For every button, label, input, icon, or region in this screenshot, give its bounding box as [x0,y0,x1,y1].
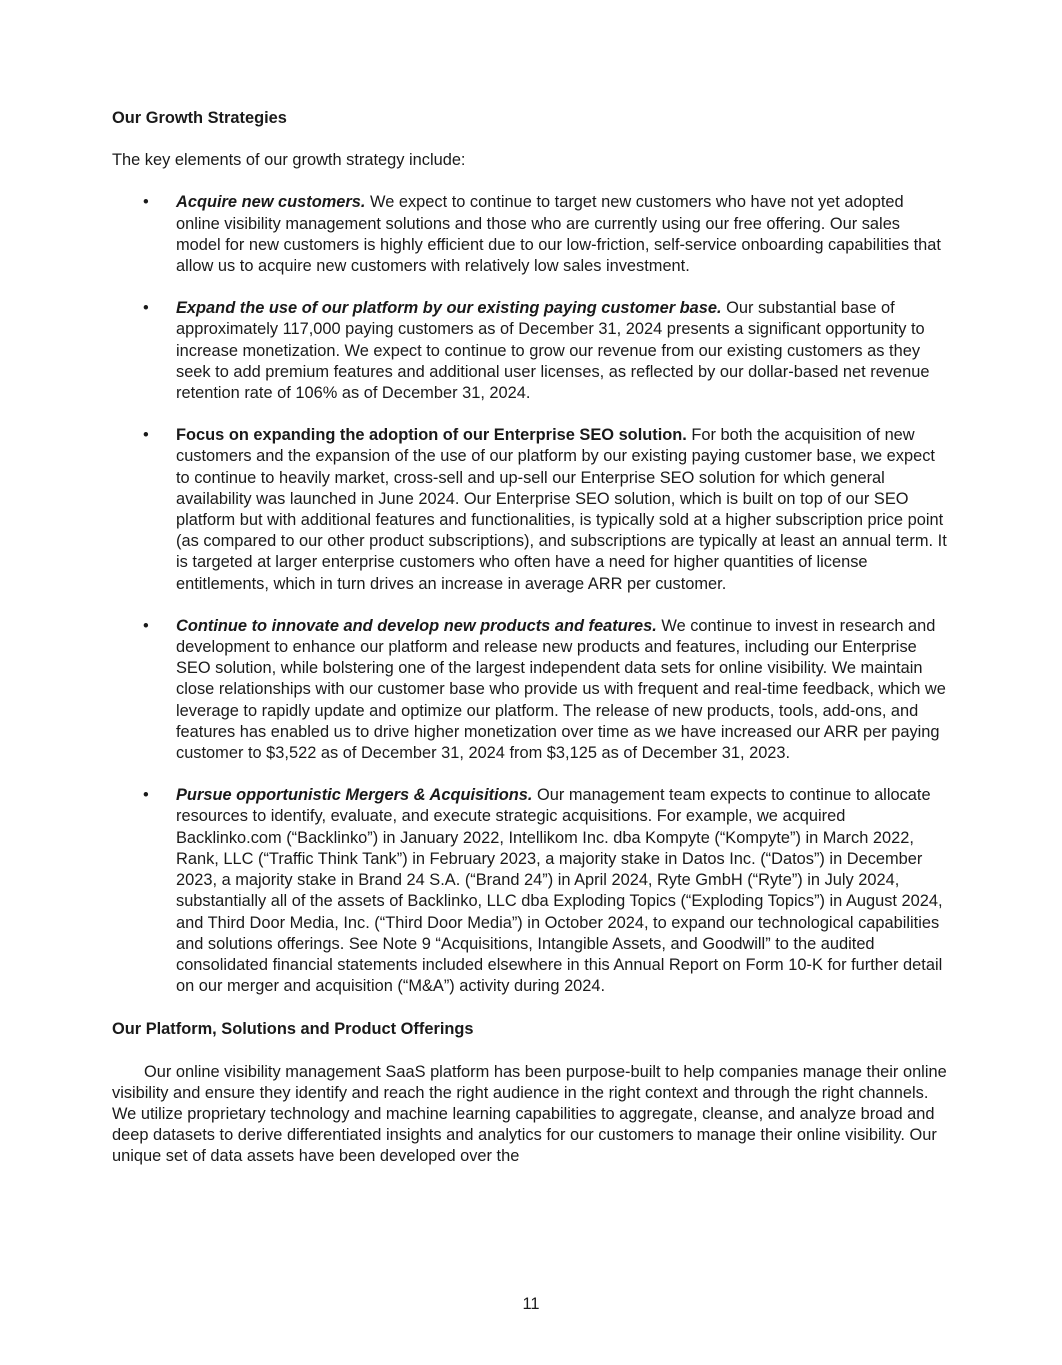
page-number: 11 [522,1295,540,1313]
growth-strategy-list [112,192,948,997]
bullet-body: We expect to continue to target new customers who have not yet adopted online visibility management solutions and those who are currently using our free offering. Our sales model for new customers is highly efficient due to our low-friction, self-service onboarding capabilities that allow us to acquire new customers with relatively low sales investment. [176,193,941,276]
section-heading-platform: Our Platform, Solutions and Product Offerings [112,1020,474,1039]
section-heading-growth-strategies: Our Growth Strategies [112,109,287,127]
list-item [112,425,948,595]
intro-paragraph: The key elements of our growth strategy include: [112,151,466,170]
bullet-lead: Expand the use of our platform by our existing paying customer base. [176,299,722,318]
bullet-body: Our management team expects to continue to allocate resources to identify, evaluate, and execute strategic acquisitions. For example, we acquired Backlinko.com (“Backlinko”) in January 2022, Intellikom Inc. dba Kompyte (“Kompyte”) in March 2022, Rank, LLC (“Traffic Think Tank”) in February 2023, a majority stake in Datos Inc. (“Datos”) in December 2023, a majority stake in Brand 24 S.A. (“Brand 24”) in April 2024, Ryte GmbH (“Ryte”) in July 2024, substantially all of the assets of Backlinko, LLC dba Exploding Topics (“Exploding Topics”) in August 2024, and Third Door Media, Inc. (“Third Door Media”) in October 2024, to expand our technological capabilities and solutions offerings. See Note 9 “Acquisitions, Intangible Assets, and Goodwill” to the audited consolidated financial statements included elsewhere in this Annual Report on Form 10-K for further detail on our merger and acquisition (“M&A”) activity during 2024. [176,786,943,996]
bullet-body: For both the acquisition of new customers and the expansion of the use of our platform by our existing paying customer base, we expect to continue to heavily market, cross-sell and up-sell our Enterprise SEO solution for which general availability was launched in June 2024. Our Enterprise SEO solution, which is built on top of our SEO platform but with additional features and functionalities, is typically sold at a higher subscription price point (as compared to our other product subscriptions), and subscriptions are typically at least an annual term. It is targeted at larger enterprise customers who often have a need for higher quantities of license entitlements, which in turn drives an increase in average ARR per customer. [176,426,947,593]
bullet-body: Our substantial base of approximately 117,000 paying customers as of December 31, 2024 presents a significant opportunity to increase monetization. We expect to continue to grow our revenue from our existing customers as they seek to add premium features and additional user licenses, as reflected by our dollar-based net revenue retention rate of 106% as of December 31, 2024. [176,299,930,403]
bullet-icon: • [143,193,149,212]
platform-paragraph: Our online visibility management SaaS platform has been purpose-built to help companies manage their online visibility and ensure they identify and reach the right audience in the right context and through the right channels. We utilize proprietary technology and machine learning capabilities to aggregate, cleanse, and analyze broad and deep datasets to derive differentiated insights and analytics for our customers to manage their online visibility. Our unique set of data assets have been developed over the [112,1062,947,1166]
bullet-body: We continue to invest in research and development to enhance our platform and release new products and features, including our Enterprise SEO solution, while bolstering one of the largest independent data sets for online visibility. We maintain close relationships with our customer base who provide us with frequent and real-time feedback, which we leverage to rapidly update and optimize our platform. The release of new products, tools, add-ons, and features has enabled us to drive higher monetization over time as we have increased our ARR per paying customer to $3,522 as of December 31, 2024 from $3,125 as of December 31, 2023. [176,616,946,763]
bullet-icon: • [143,786,149,805]
bullet-lead: Acquire new customers. [176,193,366,212]
bullet-icon: • [143,616,149,635]
bullet-icon: • [143,426,149,445]
list-item [112,298,948,404]
bullet-icon: • [143,299,149,318]
list-item [112,192,948,277]
bullet-lead: Pursue opportunistic Mergers & Acquisitions. [176,786,533,805]
bullet-lead: Focus on expanding the adoption of our Enterprise SEO solution. [176,426,687,445]
bullet-lead: Continue to innovate and develop new products and features. [176,616,657,635]
document-page [112,108,948,1168]
list-item [112,785,948,997]
list-item [112,616,948,764]
